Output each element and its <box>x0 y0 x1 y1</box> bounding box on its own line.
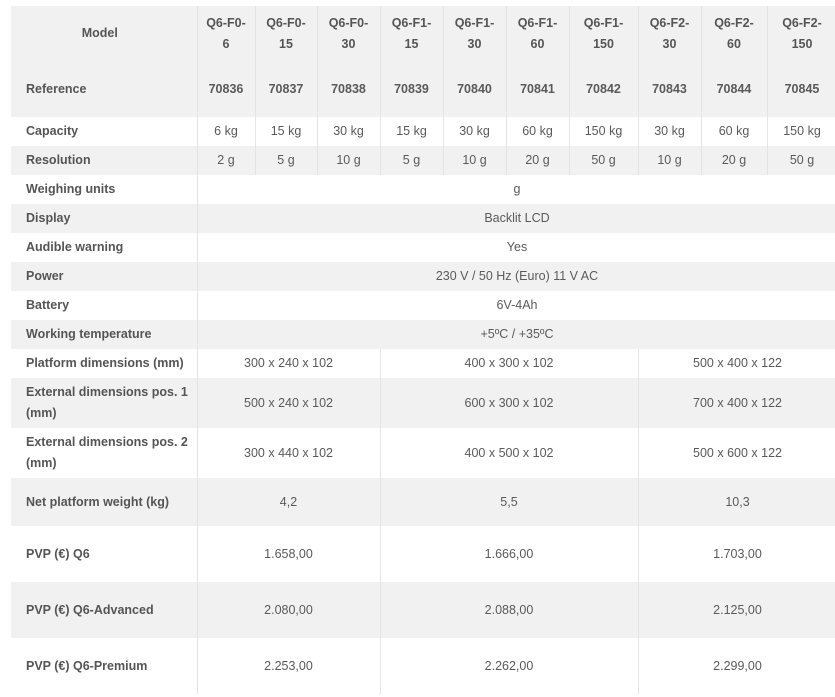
external-dimensions-2-cell: 400 x 500 x 102 <box>380 428 638 478</box>
model-header-cell: Q6-F1- 60 <box>506 6 569 61</box>
power-value: 230 V / 50 Hz (Euro) 11 V AC <box>197 262 835 291</box>
row-label: PVP (€) Q6-Premium <box>11 638 197 694</box>
reference-cell: 70840 <box>443 61 506 117</box>
resolution-row <box>11 146 835 175</box>
capacity-cell: 6 kg <box>197 117 255 146</box>
external-dimensions-2-cell: 500 x 600 x 122 <box>638 428 835 478</box>
platform-dimensions-cell: 500 x 400 x 122 <box>638 349 835 378</box>
capacity-row <box>11 117 835 146</box>
model-header-cell: Q6-F1- 30 <box>443 6 506 61</box>
pvp-q6-premium-cell: 2.299,00 <box>638 638 835 694</box>
capacity-cell: 60 kg <box>506 117 569 146</box>
external-dimensions-1-cell: 600 x 300 x 102 <box>380 378 638 428</box>
reference-cell: 70842 <box>569 61 638 117</box>
pvp-q6-premium-cell: 2.262,00 <box>380 638 638 694</box>
row-label: Audible warning <box>11 233 197 262</box>
reference-row <box>11 61 835 117</box>
net-platform-weight-cell: 5,5 <box>380 478 638 526</box>
capacity-cell: 15 kg <box>380 117 443 146</box>
row-label: Battery <box>11 291 197 320</box>
capacity-cell: 150 kg <box>569 117 638 146</box>
capacity-cell: 30 kg <box>443 117 506 146</box>
row-label: Display <box>11 204 197 233</box>
platform-dimensions-cell: 300 x 240 x 102 <box>197 349 380 378</box>
row-label: PVP (€) Q6-Advanced <box>11 582 197 638</box>
row-label: Weighing units <box>11 175 197 204</box>
reference-cell: 70836 <box>197 61 255 117</box>
pvp-q6-advanced-cell: 2.080,00 <box>197 582 380 638</box>
row-label: External dimensions pos. 1 (mm) <box>11 378 197 428</box>
working-temperature-row <box>11 320 835 349</box>
pvp-q6-premium-row <box>11 638 835 694</box>
reference-cell: 70841 <box>506 61 569 117</box>
reference-cell: 70843 <box>638 61 701 117</box>
pvp-q6-advanced-cell: 2.088,00 <box>380 582 638 638</box>
row-label: PVP (€) Q6 <box>11 526 197 582</box>
display-row <box>11 204 835 233</box>
resolution-cell: 50 g <box>569 146 638 175</box>
net-platform-weight-cell: 4,2 <box>197 478 380 526</box>
model-header-cell: Q6-F2- 150 <box>767 6 835 61</box>
row-label: External dimensions pos. 2 (mm) <box>11 428 197 478</box>
reference-cell: 70837 <box>255 61 317 117</box>
model-header-cell: Q6-F1- 150 <box>569 6 638 61</box>
row-label: Net platform weight (kg) <box>11 478 197 526</box>
row-label: Power <box>11 262 197 291</box>
net-platform-weight-row <box>11 478 835 526</box>
pvp-q6-cell: 1.666,00 <box>380 526 638 582</box>
external-dimensions-2-row <box>11 428 835 478</box>
resolution-cell: 5 g <box>255 146 317 175</box>
capacity-cell: 60 kg <box>701 117 767 146</box>
row-label: Reference <box>11 61 197 117</box>
pvp-q6-premium-cell: 2.253,00 <box>197 638 380 694</box>
resolution-cell: 20 g <box>701 146 767 175</box>
pvp-q6-advanced-cell: 2.125,00 <box>638 582 835 638</box>
pvp-q6-cell: 1.658,00 <box>197 526 380 582</box>
row-label: Resolution <box>11 146 197 175</box>
display-value: Backlit LCD <box>197 204 835 233</box>
external-dimensions-2-cell: 300 x 440 x 102 <box>197 428 380 478</box>
reference-cell: 70838 <box>317 61 380 117</box>
model-header-cell: Q6-F1- 15 <box>380 6 443 61</box>
weighing-units-row <box>11 175 835 204</box>
reference-cell: 70845 <box>767 61 835 117</box>
external-dimensions-1-row <box>11 378 835 428</box>
model-header-cell: Q6-F0- 30 <box>317 6 380 61</box>
platform-dimensions-cell: 400 x 300 x 102 <box>380 349 638 378</box>
model-header-label: Model <box>11 6 197 61</box>
pvp-q6-row <box>11 526 835 582</box>
model-header-cell: Q6-F0- 15 <box>255 6 317 61</box>
resolution-cell: 50 g <box>767 146 835 175</box>
battery-row <box>11 291 835 320</box>
external-dimensions-1-cell: 700 x 400 x 122 <box>638 378 835 428</box>
reference-cell: 70839 <box>380 61 443 117</box>
pvp-q6-cell: 1.703,00 <box>638 526 835 582</box>
resolution-cell: 20 g <box>506 146 569 175</box>
row-label: Platform dimensions (mm) <box>11 349 197 378</box>
battery-value: 6V-4Ah <box>197 291 835 320</box>
platform-dimensions-row <box>11 349 835 378</box>
model-header-cell: Q6-F2- 60 <box>701 6 767 61</box>
resolution-cell: 10 g <box>317 146 380 175</box>
audible-warning-value: Yes <box>197 233 835 262</box>
pvp-q6-advanced-row <box>11 582 835 638</box>
model-header-cell: Q6-F2- 30 <box>638 6 701 61</box>
net-platform-weight-cell: 10,3 <box>638 478 835 526</box>
capacity-cell: 30 kg <box>317 117 380 146</box>
capacity-cell: 150 kg <box>767 117 835 146</box>
model-header-row <box>11 6 835 61</box>
capacity-cell: 30 kg <box>638 117 701 146</box>
resolution-cell: 2 g <box>197 146 255 175</box>
reference-cell: 70844 <box>701 61 767 117</box>
model-header-cell: Q6-F0- 6 <box>197 6 255 61</box>
spec-table <box>11 6 835 694</box>
working-temperature-value: +5ºC / +35ºC <box>197 320 835 349</box>
row-label: Capacity <box>11 117 197 146</box>
row-label: Working temperature <box>11 320 197 349</box>
resolution-cell: 10 g <box>638 146 701 175</box>
external-dimensions-1-cell: 500 x 240 x 102 <box>197 378 380 428</box>
capacity-cell: 15 kg <box>255 117 317 146</box>
resolution-cell: 5 g <box>380 146 443 175</box>
weighing-units-value: g <box>197 175 835 204</box>
power-row <box>11 262 835 291</box>
resolution-cell: 10 g <box>443 146 506 175</box>
audible-warning-row <box>11 233 835 262</box>
